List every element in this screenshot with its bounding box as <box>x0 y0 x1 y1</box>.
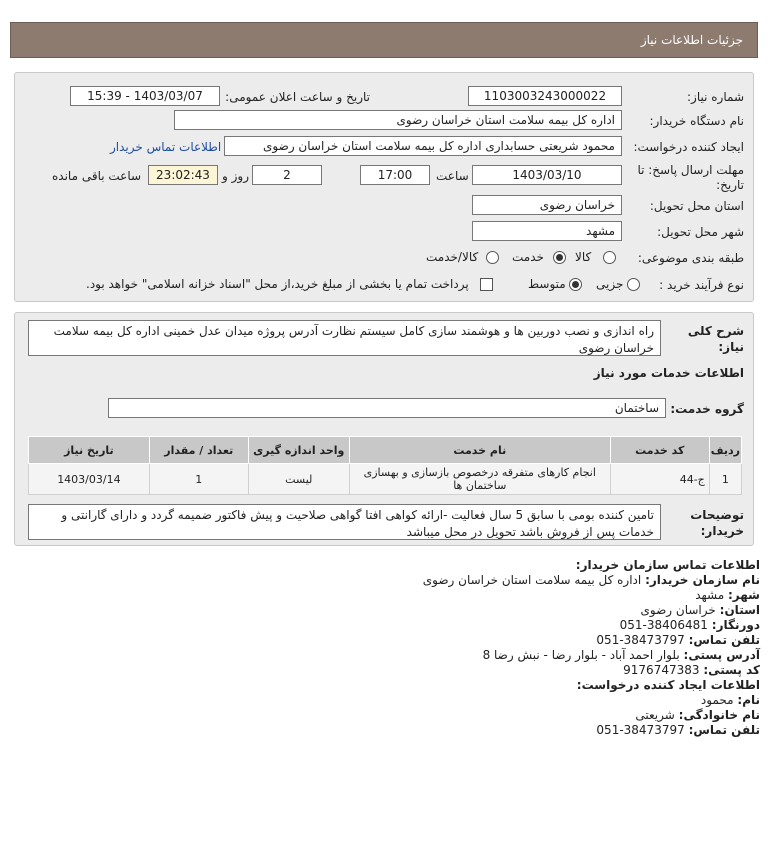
col-name: نام خدمت <box>349 437 610 464</box>
service-group-label: گروه خدمت: <box>670 402 744 416</box>
category-radio-goods[interactable] <box>603 251 616 264</box>
treasury-checkbox[interactable] <box>480 278 493 291</box>
buyer-notes-label-2: خریدار: <box>700 524 744 538</box>
table-row[interactable] <box>29 464 742 495</box>
buyer-city-row: شهر: مشهد <box>695 588 760 602</box>
buyer-contact-link[interactable]: اطلاعات تماس خریدار <box>110 140 222 154</box>
need-number-field[interactable]: 1103003243000022 <box>468 86 622 106</box>
services-table-header <box>29 437 742 464</box>
buyer-notes-text: تامین کننده بومی با سابق 5 سال فعالیت -ارائه کواهی افتا گواهی صلاحیت و پیش فاکتور ضمیمه گردد و دارای گارانتی و خدمات پس از فروش باشد تحویل در محل میباشد <box>28 504 661 540</box>
service-group-field[interactable]: ساختمان <box>108 398 666 418</box>
buyer-address-row: آدرس پستی: بلوار احمد آباد - بلوار رضا - نبش رضا 8 <box>482 648 760 662</box>
creator-family-row: نام خانوادگی: شریعتی <box>635 708 760 722</box>
col-row: ردیف <box>709 437 741 464</box>
category-option-service: خدمت <box>512 250 544 264</box>
buyer-province-row: استان: خراسان رضوی <box>640 603 760 617</box>
creator-field[interactable]: محمود شریعتی حسابداری اداره کل بیمه سلامت استان خراسان رضوی <box>224 136 622 156</box>
col-qty: تعداد / مقدار <box>149 437 248 464</box>
cell-date: 1403/03/14 <box>29 464 150 495</box>
category-radio-goods-service[interactable] <box>486 251 499 264</box>
buyer-org-field[interactable]: اداره کل بیمه سلامت استان خراسان رضوی <box>174 110 622 130</box>
buyer-phone-row: تلفن تماس: 051-38473797 <box>596 633 760 647</box>
process-option-minor: جزیی <box>596 277 624 291</box>
buyer-org-row: نام سازمان خریدار: اداره کل بیمه سلامت استان خراسان رضوی <box>422 573 760 587</box>
category-option-goods: کالا <box>575 250 592 264</box>
cell-qty: 1 <box>149 464 248 495</box>
description-label: شرح کلی <box>687 324 744 338</box>
buyer-fax-row: دورنگار: 051-38406481 <box>619 618 760 632</box>
process-option-medium: متوسط <box>528 277 566 291</box>
deadline-date-field[interactable]: 1403/03/10 <box>472 165 622 185</box>
cell-name: انجام کارهای متفرقه درخصوص بازسازی و بهسازی ساختمان ها <box>349 464 610 495</box>
treasury-text: پرداخت تمام یا بخشی از مبلغ خرید،از محل "اسناد خزانه اسلامی" خواهد بود. <box>86 277 469 291</box>
creator-label: ایجاد کننده درخواست: <box>633 140 744 154</box>
buyer-notes-label: توضیحات <box>690 508 744 522</box>
deadline-label-2: تاریخ: <box>716 178 744 192</box>
city-label: شهر محل تحویل: <box>657 225 744 239</box>
col-unit: واحد اندازه گیری <box>248 437 349 464</box>
province-field[interactable]: خراسان رضوی <box>472 195 622 215</box>
buyer-contact-title: اطلاعات تماس سازمان خریدار: <box>575 558 760 572</box>
description-text: راه اندازی و نصب دوربین ها و هوشمند سازی کامل سیستم نظارت آدرس پروژه میدان عدل خمینی اداره کل بیمه سلامت خراسان رضوی <box>28 320 661 356</box>
deadline-label: مهلت ارسال پاسخ: تا <box>637 163 744 177</box>
days-field[interactable]: 2 <box>252 165 322 185</box>
province-label: استان محل تحویل: <box>649 199 744 213</box>
process-radio-medium[interactable] <box>569 278 582 291</box>
days-label: روز و <box>222 169 249 183</box>
announce-field[interactable]: 1403/03/07 - 15:39 <box>70 86 220 106</box>
need-number-label: شماره نیاز: <box>687 90 744 104</box>
col-date: تاریخ نیاز <box>29 437 150 464</box>
details-panel <box>14 72 754 302</box>
process-label: نوع فرآیند خرید : <box>659 278 744 292</box>
services-table <box>28 436 742 495</box>
services-section-title: اطلاعات خدمات مورد نیاز <box>593 366 744 380</box>
remaining-time-field: 23:02:43 <box>148 165 218 185</box>
deadline-time-label: ساعت <box>436 169 469 183</box>
creator-phone-row: تلفن تماس: 051-38473797 <box>596 723 760 737</box>
city-field[interactable]: مشهد <box>472 221 622 241</box>
cell-row: 1 <box>709 464 741 495</box>
process-radio-minor[interactable] <box>627 278 640 291</box>
category-radio-service[interactable] <box>553 251 566 264</box>
page-title: جزئیات اطلاعات نیاز <box>640 33 743 47</box>
cell-unit: لیست <box>248 464 349 495</box>
remaining-label: ساعت باقی مانده <box>52 169 142 183</box>
buyer-org-label: نام دستگاه خریدار: <box>649 114 744 128</box>
description-label-2: نیاز: <box>718 340 744 354</box>
category-label: طبقه بندی موضوعی: <box>637 251 744 265</box>
cell-code: ج-44 <box>610 464 709 495</box>
creator-contact-title: اطلاعات ایجاد کننده درخواست: <box>576 678 760 692</box>
category-option-goods-service: کالا/خدمت <box>426 250 479 264</box>
creator-name-row: نام: محمود <box>700 693 760 707</box>
buyer-postal-row: کد پستی: 9176747383 <box>623 663 760 677</box>
deadline-time-field[interactable]: 17:00 <box>360 165 430 185</box>
announce-label: تاریخ و ساعت اعلان عمومی: <box>225 90 370 104</box>
page-header <box>10 22 758 58</box>
col-code: کد خدمت <box>610 437 709 464</box>
